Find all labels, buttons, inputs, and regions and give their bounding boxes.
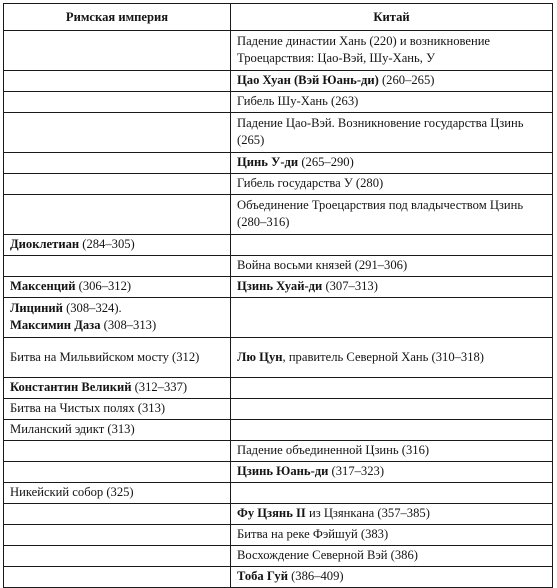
rome-cell <box>4 462 231 483</box>
chronology-table <box>3 3 553 588</box>
header-rome: Римская империя <box>4 4 231 31</box>
china-cell <box>231 525 553 546</box>
china-cell <box>231 31 553 71</box>
cell-text: Миланский эдикт (313) <box>10 422 135 436</box>
table-row <box>4 31 553 71</box>
table-row <box>4 71 553 92</box>
china-cell <box>231 567 553 588</box>
rome-cell <box>4 113 231 153</box>
china-cell <box>231 235 553 256</box>
table-body <box>4 31 553 588</box>
cell-text: из Цзянкана (357–385) <box>305 506 430 520</box>
china-cell <box>231 92 553 113</box>
cell-text: Война восьми князей (291–306) <box>237 258 408 272</box>
bold-name: Лициний <box>10 301 63 315</box>
china-cell <box>231 174 553 195</box>
cell-text: Падение Цао-Вэй. Возникновение государства Цзинь (265) <box>237 116 524 147</box>
table-row <box>4 195 553 235</box>
table-row <box>4 235 553 256</box>
cell-text: (317–323) <box>328 464 385 478</box>
table-row <box>4 92 553 113</box>
china-cell <box>231 441 553 462</box>
bold-name: Фу Цзянь II <box>237 506 306 520</box>
table-row <box>4 338 553 378</box>
bold-name: Цао Хуан (Вэй Юань-ди) <box>237 73 379 87</box>
table-row <box>4 153 553 174</box>
bold-name: Максимин Даза <box>10 318 101 332</box>
bold-name: Тоба Гуй <box>237 569 288 583</box>
cell-text: Гибель государства У (280) <box>237 176 384 190</box>
table-row <box>4 483 553 504</box>
china-cell <box>231 378 553 399</box>
cell-text: , правитель Северной Хань (310–318) <box>282 349 485 364</box>
rome-cell <box>4 420 231 441</box>
china-cell <box>231 256 553 277</box>
rome-cell <box>4 483 231 504</box>
cell-text: Битва на Чистых полях (313) <box>10 401 166 415</box>
cell-text: (308–313) <box>100 318 157 332</box>
china-cell <box>231 420 553 441</box>
rome-cell <box>4 92 231 113</box>
cell-text: (312–337) <box>131 380 188 394</box>
table-row <box>4 399 553 420</box>
rome-cell <box>4 399 231 420</box>
china-cell <box>231 399 553 420</box>
bold-name: Лю Цун <box>237 349 283 364</box>
cell-text: Битва на Мильвийском мосту (312) <box>10 349 200 364</box>
rome-cell <box>4 153 231 174</box>
rome-cell <box>4 71 231 92</box>
cell-text: (265–290) <box>298 155 354 169</box>
cell-text: Гибель Шу-Хань (263) <box>237 94 359 108</box>
rome-cell <box>4 235 231 256</box>
china-cell <box>231 462 553 483</box>
rome-cell <box>4 525 231 546</box>
bold-name: Диоклетиан <box>10 237 80 251</box>
cell-text: Падение династии Хань (220) и возникновение Троецарствия: Цао-Вэй, Шу-Хань, У <box>237 34 491 65</box>
china-cell <box>231 71 553 92</box>
cell-text: Восхождение Северной Вэй (386) <box>237 548 418 562</box>
china-cell <box>231 504 553 525</box>
china-cell <box>231 277 553 298</box>
china-cell <box>231 483 553 504</box>
bold-name: Максенций <box>10 279 76 293</box>
cell-text: Падение объединенной Цзинь (316) <box>237 443 430 457</box>
cell-text: Битва на реке Фэйшуй (383) <box>237 527 389 541</box>
cell-text: (284–305) <box>79 237 135 251</box>
table-row <box>4 546 553 567</box>
table-row <box>4 462 553 483</box>
china-cell <box>231 338 553 378</box>
cell-text: Объединение Троецарствия под владычеством Цзинь (280–316) <box>237 198 524 229</box>
bold-name: Цзинь Юань-ди <box>237 464 329 478</box>
table-row <box>4 504 553 525</box>
rome-cell <box>4 277 231 298</box>
table-row <box>4 420 553 441</box>
header-china: Китай <box>231 4 553 31</box>
rome-cell <box>4 378 231 399</box>
table-row <box>4 567 553 588</box>
table-row <box>4 113 553 153</box>
cell-text: (306–312) <box>75 279 132 293</box>
rome-cell <box>4 441 231 462</box>
rome-cell <box>4 567 231 588</box>
table-row <box>4 525 553 546</box>
table-row <box>4 298 553 338</box>
rome-cell <box>4 174 231 195</box>
rome-cell <box>4 546 231 567</box>
cell-text: (308–324). <box>62 301 122 315</box>
table-row <box>4 174 553 195</box>
bold-name: Цинь У-ди <box>237 155 299 169</box>
table-row <box>4 378 553 399</box>
bold-name: Константин Великий <box>10 380 132 394</box>
china-cell <box>231 546 553 567</box>
table-row <box>4 256 553 277</box>
rome-cell <box>4 256 231 277</box>
rome-cell <box>4 338 231 378</box>
china-cell <box>231 195 553 235</box>
table-row <box>4 441 553 462</box>
china-cell <box>231 298 553 338</box>
cell-text: (260–265) <box>378 73 435 87</box>
china-cell <box>231 153 553 174</box>
table-row <box>4 277 553 298</box>
cell-text: (386–409) <box>287 569 344 583</box>
header-row <box>4 4 553 31</box>
rome-cell <box>4 298 231 338</box>
cell-text: (307–313) <box>322 279 378 293</box>
bold-name: Цзинь Хуай-ди <box>237 279 323 293</box>
china-cell <box>231 113 553 153</box>
rome-cell <box>4 195 231 235</box>
rome-cell <box>4 31 231 71</box>
cell-text: Никейский собор (325) <box>10 485 134 499</box>
rome-cell <box>4 504 231 525</box>
